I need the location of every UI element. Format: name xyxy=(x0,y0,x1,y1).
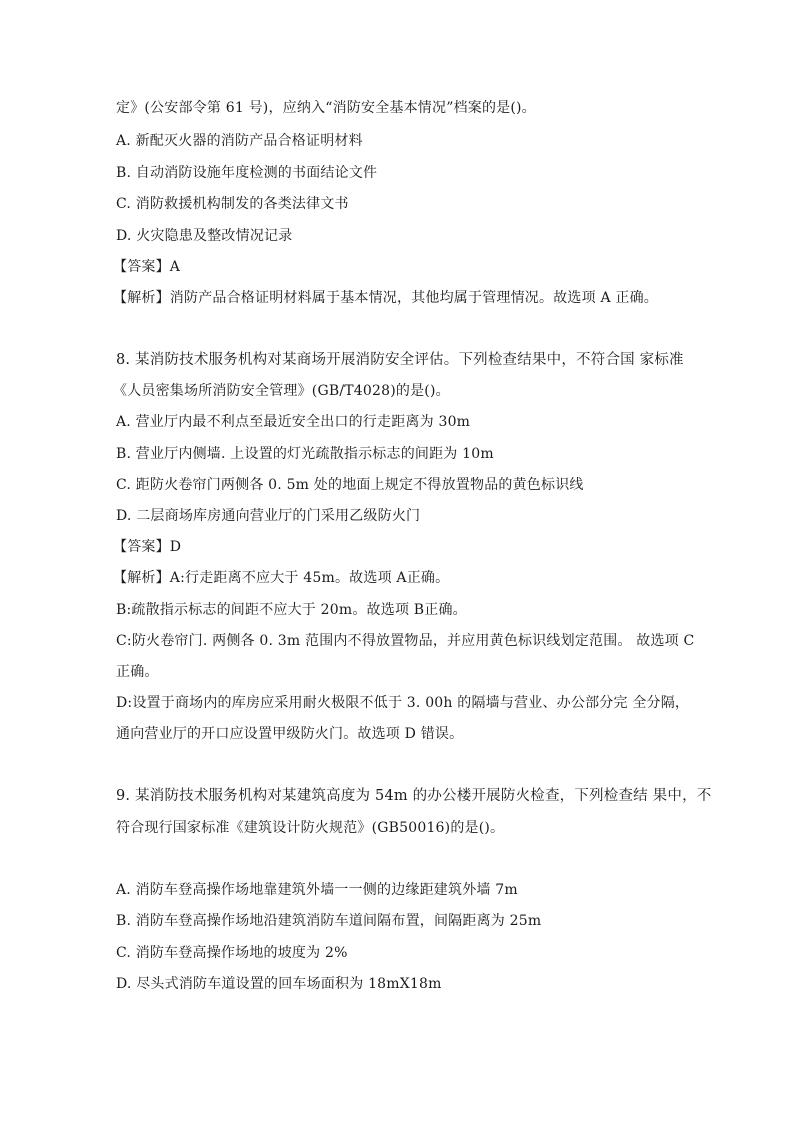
q7-option-a: A. 新配灭火器的消防产品合格证明材料 xyxy=(116,133,363,149)
q8-analysis-line-3: C:防火卷帘门. 两侧各 0. 3m 范围内不得放置物品，并应用黄色标识线划定范围。 故选项 C xyxy=(116,633,695,649)
q7-analysis: 【解析】消防产品合格证明材料属于基本情况，其他均属于管理情况。故选项 A 正确。 xyxy=(113,290,659,306)
q7-option-d: D. 火灾隐患及整改情况记录 xyxy=(116,228,293,244)
q8-analysis-line-2: B:疏散指示标志的间距不应大于 20m。故选项 B正确。 xyxy=(116,602,467,618)
q8-analysis-line-5: D:设置于商场内的库房应采用耐火极限不低于 3. 00h 的隔墙与营业、办公部分完 全分隔， xyxy=(116,695,690,711)
q8-stem-line1: 8. 某消防技术服务机构对某商场开展消防安全评估。下列检查结果中，不符合国 家标准 xyxy=(116,352,684,368)
q8-option-b: B. 营业厅内侧墙. 上设置的灯光疏散指示标志的间距为 10m xyxy=(116,446,494,462)
q8-analysis-line-1: 【解析】A:行走距离不应大于 45m。故选项 A正确。 xyxy=(113,570,450,586)
q8-option-d: D. 二层商场库房通向营业厅的门采用乙级防火门 xyxy=(116,508,421,524)
q9-option-d: D. 尽头式消防车道设置的回车场面积为 18mX18m xyxy=(116,976,442,992)
q7-option-c: C. 消防救援机构制发的各类法律文书 xyxy=(116,196,349,212)
q7-answer: 【答案】A xyxy=(113,259,181,275)
q9-stem-line1: 9. 某消防技术服务机构对某建筑高度为 54m 的办公楼开展防火检查，下列检查结 果中，不 xyxy=(116,788,712,804)
q9-option-a: A. 消防车登高操作场地靠建筑外墙一一侧的边缘距建筑外墙 7m xyxy=(116,882,518,898)
q8-analysis-line-4: 正确。 xyxy=(116,664,159,680)
q8-stem-line2: 《人员密集场所消防安全管理》(GB/T4028)的是()。 xyxy=(113,383,450,399)
q9-option-b: B. 消防车登高操作场地沿建筑消防车道间隔布置，间隔距离为 25m xyxy=(116,913,542,929)
q9-option-c: C. 消防车登高操作场地的坡度为 2% xyxy=(116,945,348,961)
q7-option-b: B. 自动消防设施年度检测的书面结论文件 xyxy=(116,165,378,181)
q7-stem-tail: 定》(公安部令第 61 号)，应纳入“消防安全基本情况”档案的是()。 xyxy=(116,100,536,116)
q8-answer: 【答案】D xyxy=(113,539,182,555)
q8-analysis-line-6: 通向营业厅的开口应设置甲级防火门。故选项 D 错误。 xyxy=(116,726,464,742)
q8-option-a: A. 营业厅内最不利点至最近安全出口的行走距离为 30m xyxy=(116,414,471,430)
q8-option-c: C. 距防火卷帘门两侧各 0. 5m 处的地面上规定不得放置物品的黄色标识线 xyxy=(116,477,584,493)
q9-stem-line2: 符合现行国家标准《建筑设计防火规范》(GB50016)的是()。 xyxy=(116,820,505,836)
